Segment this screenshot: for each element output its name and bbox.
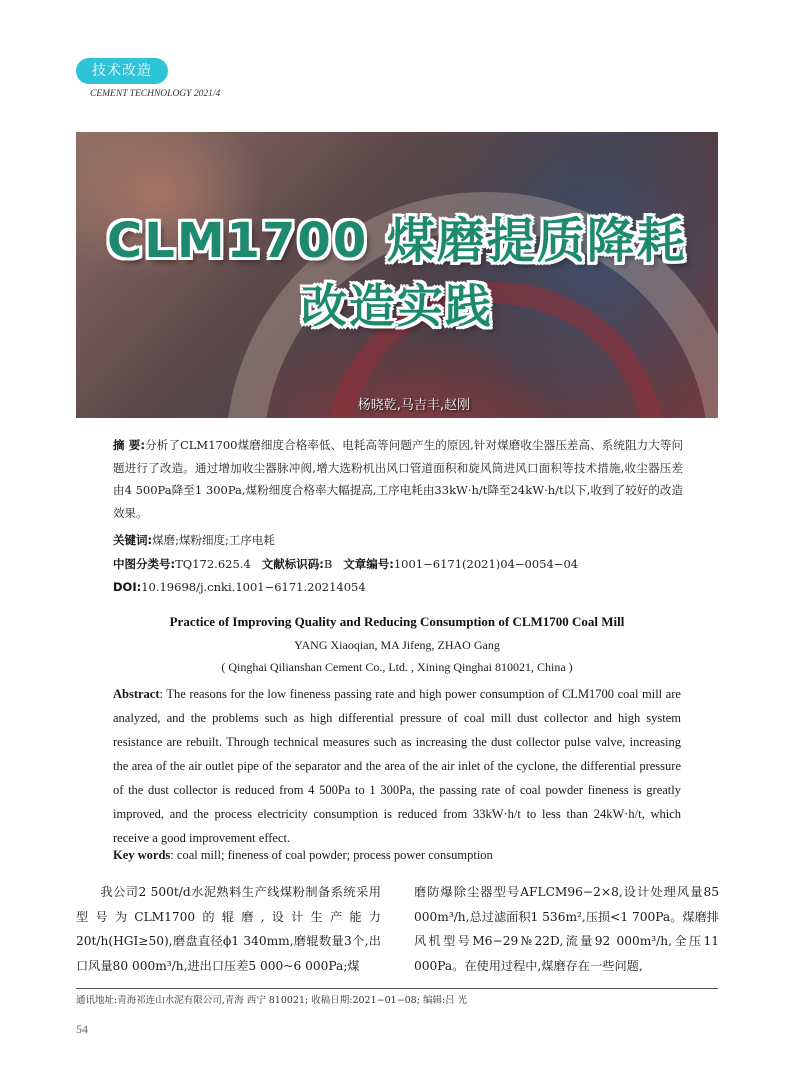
cn-abstract <box>113 434 683 524</box>
en-authors: YANG Xiaoqian, MA Jifeng, ZHAO Gang <box>294 638 500 652</box>
en-keywords-text: : coal mill; fineness of coal powder; process power consumption <box>170 848 493 862</box>
en-abstract-text: : The reasons for the low fineness passing rate and high power consumption of CLM1700 coal mill are analyzed, and the problems such as high differential pressure of coal mill dust collector and high system resistance are rebuilt. Through technical measures such as increasing the dust collector pulse valve, increasing the area of the air outlet pipe of the separator and the area of the air inlet of the cyclone, the differential pressure of the dust collector is reduced from 4 500Pa to 1 300Pa, the passing rate of coal powder fineness is greatly improved, and the process electricity consumption is reduced from 33kW·h/t to less than 24kW·h/t, which receive a good improvement effect. <box>113 687 681 845</box>
body-column-left: 我公司2 500t/d水泥熟料生产线煤粉制备系统采用型号为CLM1700的辊磨,设计生产能力20t/h(HGI≥50),磨盘直径ϕ1 340mm,磨辊数量3个,出口风量80 000m³/h,进出口压差5 000~6 000Pa;煤 <box>76 885 381 973</box>
hero-banner <box>76 132 718 418</box>
article-title-line1: CLM1700 煤磨提质降耗 <box>107 213 687 269</box>
en-keywords-label: Key words <box>113 848 171 862</box>
footnote: 通讯地址:青海祁连山水泥有限公司,青海 西宁 810021; 收稿日期:2021−01−08; 编辑:吕 光 <box>76 995 468 1006</box>
cn-doc-code-label: 文献标识码: <box>261 557 324 571</box>
cn-doc-code: B <box>323 557 333 571</box>
cn-doi: 10.19698/j.cnki.1001−6171.20214054 <box>141 580 366 594</box>
en-keywords <box>113 848 493 863</box>
cn-keywords-label: 关键词: <box>113 533 153 547</box>
hero-authors: 杨晓乾,马吉丰,赵刚 <box>357 398 470 413</box>
section-badge: 技术改造 <box>76 58 168 84</box>
body-column-right: 磨防爆除尘器型号AFLCM96−2×8,设计处理风量85 000m³/h,总过滤面积1 536m²,压损<1 700Pa。煤磨排风机型号M6−29№22D,流量92 000m³/h,全压11 000Pa。在使用过程中,煤磨存在一些问题, <box>414 885 719 973</box>
en-title: Practice of Improving Quality and Reducing Consumption of CLM1700 Coal Mill <box>169 614 625 629</box>
article-title-line2: 改造实践 <box>301 279 493 333</box>
cn-article-no: 1001−6171(2021)04−0054−04 <box>393 557 579 571</box>
en-abstract-label: Abstract <box>113 687 160 701</box>
cn-keywords <box>113 532 275 548</box>
cn-abstract-label: 摘 要: <box>113 438 145 452</box>
journal-line: CEMENT TECHNOLOGY 2021/4 <box>90 89 221 99</box>
cn-classification-label: 中图分类号: <box>113 557 176 571</box>
cn-article-no-label: 文章编号: <box>343 557 394 571</box>
cn-keywords-text: 煤磨;煤粉细度;工序电耗 <box>152 533 275 547</box>
cn-classification-line <box>113 556 578 572</box>
en-affiliation: ( Qinghai Qilianshan Cement Co., Ltd. , Xining Qinghai 810021, China ) <box>221 660 573 674</box>
footnote-rule <box>76 988 718 989</box>
page-number: 54 <box>76 1022 88 1036</box>
en-abstract <box>113 682 681 850</box>
cn-doi-label: DOI: <box>113 580 142 594</box>
cn-classification: TQ172.625.4 <box>175 557 251 571</box>
cn-abstract-text: 分析了CLM1700煤磨细度合格率低、电耗高等问题产生的原因,针对煤磨收尘器压差高、系统阻力大等问题进行了改造。通过增加收尘器脉冲阀,增大选粉机出风口管道面积和旋风筒进风口面积等技术措施,收尘器压差由4 500Pa降至1 300Pa,煤粉细度合格率大幅提高,工序电耗由33kW·h/t降至24kW·h/t以下,收到了较好的改造效果。 <box>113 438 683 520</box>
cn-doi-line <box>113 580 366 594</box>
